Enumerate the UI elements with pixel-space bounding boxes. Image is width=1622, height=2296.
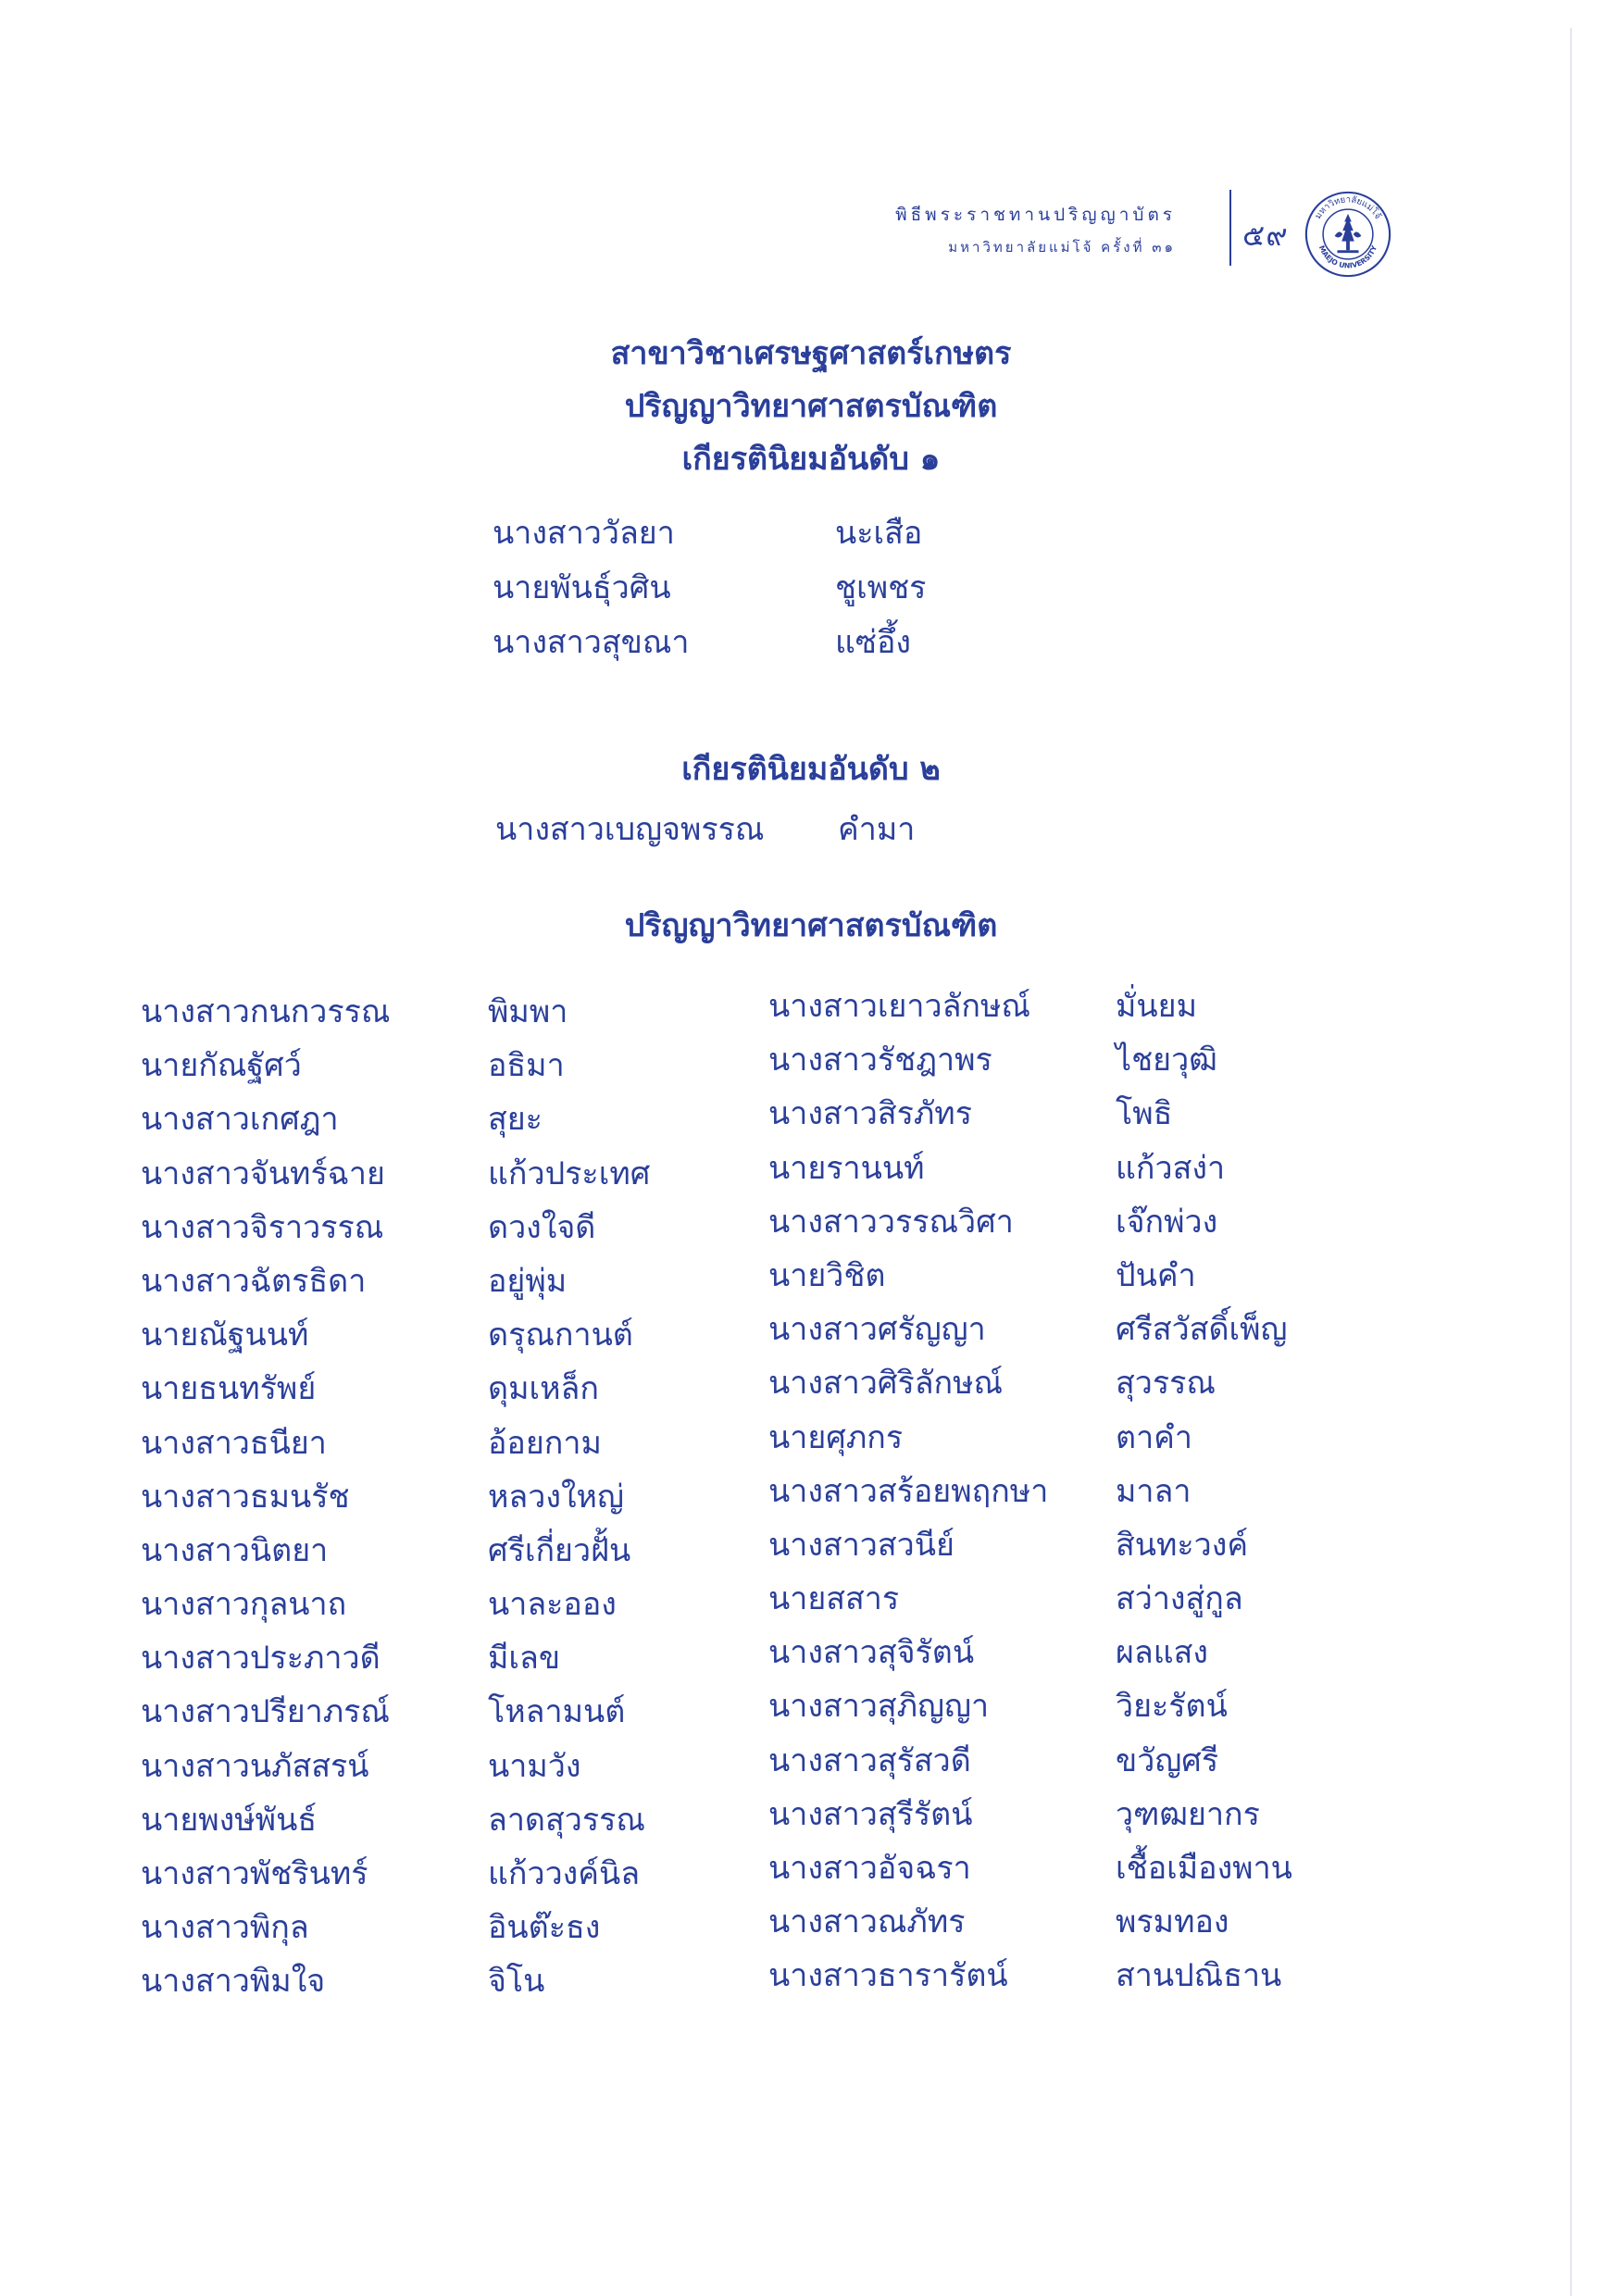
university-line: มหาวิทยาลัยแม่โจ้ ครั้งที่ ๓๑ — [948, 239, 1176, 256]
last-name: สว่างสู่กูล — [1116, 1580, 1243, 1618]
first-class-honors-heading: เกียรตินิยมอันดับ ๑ — [681, 441, 941, 478]
table-row — [768, 1195, 1292, 1249]
second-class-honors-heading: เกียรตินิยมอันดับ ๒ — [681, 751, 941, 788]
last-name: คำมา — [838, 811, 916, 848]
program-headings — [0, 328, 1622, 486]
table-row — [141, 1685, 650, 1739]
last-name: อธิมา — [488, 1047, 565, 1085]
table-row — [768, 1033, 1292, 1087]
page-header — [889, 190, 1407, 282]
table-row — [768, 1949, 1292, 2003]
last-name: พรมทอง — [1116, 1903, 1229, 1941]
last-name: ดรุณกานต์ — [488, 1316, 633, 1354]
last-name: ไชยวุฒิ — [1116, 1042, 1217, 1079]
table-row — [768, 980, 1292, 1033]
first-name: นางสาวเบญจพรรณ — [495, 811, 765, 848]
first-name: นางสาวฉัตรธิดา — [141, 1262, 367, 1300]
table-row — [768, 1303, 1292, 1356]
last-name: ศรีสวัสดิ์เพ็ญ — [1116, 1311, 1288, 1349]
table-row — [141, 1254, 650, 1308]
table-row — [141, 1631, 650, 1685]
last-name: ปันคำ — [1116, 1256, 1196, 1294]
first-name: นายพงษ์พันธ์ — [141, 1801, 318, 1839]
table-row — [768, 1841, 1292, 1895]
table-row — [141, 1470, 650, 1524]
first-name: นางสาวณภัทร — [768, 1903, 966, 1941]
first-name: นางสาวปรียาภรณ์ — [141, 1693, 390, 1731]
last-name: สินทะวงค์ — [1116, 1526, 1249, 1564]
last-name: วิยะรัตน์ — [1116, 1688, 1228, 1726]
table-row — [141, 1201, 650, 1254]
last-name: จิโน — [488, 1963, 545, 2001]
first-name: นางสาวสร้อยพฤกษา — [768, 1472, 1049, 1510]
seal-text-top: มหาวิทยาลัยแม่โจ้ — [1313, 194, 1383, 221]
first-name: นายสสาร — [768, 1580, 900, 1618]
first-name: นางสาวสิรภัทร — [768, 1095, 972, 1133]
second-class-list — [495, 803, 915, 857]
last-name: นาละออง — [488, 1586, 617, 1624]
table-row — [141, 1578, 650, 1631]
table-row — [141, 1092, 650, 1146]
last-name: แก้วประเทศ — [488, 1154, 651, 1192]
table-row — [768, 1249, 1292, 1303]
last-name: ผลแสง — [1116, 1634, 1209, 1672]
last-name: ลาดสุวรรณ — [488, 1801, 645, 1839]
first-name: นางสาวประภาวดี — [141, 1640, 381, 1678]
first-name: นางสาวสุรัสวดี — [768, 1741, 971, 1779]
last-name: แซ่อึ้ง — [835, 624, 912, 661]
last-name: ดุมเหล็ก — [488, 1370, 599, 1408]
table-row — [141, 1416, 650, 1470]
table-row — [141, 1308, 650, 1362]
last-name: วุฑฒยากร — [1116, 1795, 1260, 1833]
first-name: นางสาวจิราวรรณ — [141, 1208, 384, 1246]
first-name: นางสาววัลยา — [493, 515, 675, 552]
last-name: สุยะ — [488, 1101, 543, 1139]
last-name: เจ๊กพ่วง — [1116, 1203, 1218, 1241]
table-row — [141, 1847, 650, 1901]
first-name: นางสาวนิตยา — [141, 1531, 329, 1569]
first-name: นายธนทรัพย์ — [141, 1370, 317, 1408]
table-row — [768, 1626, 1292, 1679]
first-name: นางสาวกนกวรรณ — [141, 993, 391, 1030]
first-name: นายวิชิต — [768, 1256, 886, 1294]
first-name: นางสาวพัชรินทร์ — [141, 1855, 368, 1892]
list-item — [495, 803, 915, 857]
table-row — [768, 1087, 1292, 1141]
first-name: นางสาวกุลนาถ — [141, 1586, 347, 1624]
table-row — [141, 1793, 650, 1847]
first-class-list — [493, 506, 926, 670]
first-name: นางสาวศิริลักษณ์ — [768, 1365, 1004, 1403]
last-name: แก้ววงค์นิล — [488, 1855, 641, 1892]
last-name: เชื้อเมืองพาน — [1116, 1850, 1292, 1887]
first-name: นางสาวศรัญญา — [768, 1311, 986, 1349]
first-name: นางสาวเยาวลักษณ์ — [768, 988, 1030, 1025]
table-row — [141, 1147, 650, 1201]
seal-text-bottom: MAEJO UNIVERSITY — [1316, 243, 1379, 270]
table-row — [768, 1142, 1292, 1195]
table-row — [141, 985, 650, 1039]
last-name: สุวรรณ — [1116, 1365, 1216, 1403]
first-name: นางสาวจันทร์ฉาย — [141, 1154, 385, 1192]
first-name: นายณัฐนนท์ — [141, 1316, 309, 1354]
university-seal-icon — [1304, 190, 1392, 279]
last-name: โพธิ — [1116, 1095, 1173, 1133]
table-row — [768, 1411, 1292, 1465]
last-name: นามวัง — [488, 1747, 581, 1785]
table-row — [768, 1465, 1292, 1518]
first-name: นางสาวสุภิญญา — [768, 1688, 990, 1726]
table-row — [768, 1356, 1292, 1410]
last-name: ชูเพชร — [835, 569, 927, 606]
last-name: อยู่พุ่ม — [488, 1262, 568, 1300]
last-name: อินต๊ะธง — [488, 1909, 601, 1947]
first-name: นางสาวสวนีย์ — [768, 1526, 954, 1564]
first-name: นายศุภกร — [768, 1418, 904, 1456]
degree-heading: ปริญญาวิทยาศาสตรบัณฑิต — [624, 388, 998, 425]
first-name: นางสาวเกศฎา — [141, 1101, 339, 1139]
last-name: หลวงใหญ่ — [488, 1478, 624, 1516]
first-name: นายกัณฐัศว์ — [141, 1047, 302, 1085]
table-row — [768, 1895, 1292, 1949]
first-name: นางสาวธมนรัช — [141, 1478, 350, 1516]
header-text — [787, 201, 1176, 258]
last-name: ตาคำ — [1116, 1418, 1193, 1456]
first-name: นางสาวสุรีรัตน์ — [768, 1795, 973, 1833]
list-item — [493, 561, 926, 616]
ceremony-title: พิธีพระราชทานปริญญาบัตร — [895, 205, 1176, 225]
last-name: มั่นยม — [1116, 988, 1197, 1025]
graduates-right-column — [768, 980, 1292, 2003]
regular-degree-heading: ปริญญาวิทยาศาสตรบัณฑิต — [624, 907, 998, 944]
table-row — [768, 1572, 1292, 1626]
table-row — [141, 1740, 650, 1793]
first-name: นายพันธุ์วศิน — [493, 569, 671, 606]
last-name: ศรีเกี่ยวฝั้น — [488, 1531, 631, 1569]
table-row — [768, 1679, 1292, 1733]
first-name: นางสาวพิกุล — [141, 1909, 309, 1947]
first-name: นางสาวธารารัตน์ — [768, 1957, 1008, 1995]
last-name: โหลามนต์ — [488, 1693, 626, 1731]
list-item — [493, 616, 926, 670]
graduates-left-column — [141, 985, 650, 2009]
first-name: นางสาวสุจิรัตน์ — [768, 1634, 975, 1672]
list-item — [493, 506, 926, 561]
first-name: นางสาวพิมใจ — [141, 1963, 326, 2001]
first-name: นายรานนท์ — [768, 1149, 925, 1187]
last-name: พิมพา — [488, 993, 568, 1030]
first-name: นางสาวอัจฉรา — [768, 1850, 971, 1887]
header-divider — [1229, 190, 1231, 266]
table-row — [141, 1954, 650, 2008]
last-name: มาลา — [1116, 1472, 1192, 1510]
last-name: อ้อยกาม — [488, 1424, 602, 1462]
table-row — [768, 1788, 1292, 1841]
last-name: สานปณิธาน — [1116, 1957, 1282, 1995]
table-row — [768, 1734, 1292, 1788]
first-name: นางสาวนภัสสรน์ — [141, 1747, 369, 1785]
last-name: ขวัญศรี — [1116, 1741, 1219, 1779]
table-row — [141, 1901, 650, 1954]
last-name: ดวงใจดี — [488, 1208, 596, 1246]
table-row — [141, 1524, 650, 1578]
first-name: นางสาวสุขณา — [493, 624, 690, 661]
table-row — [141, 1362, 650, 1416]
last-name: นะเสือ — [835, 515, 923, 552]
table-row — [141, 1039, 650, 1092]
first-name: นางสาวธนียา — [141, 1424, 327, 1462]
page-number: ๕๙ — [1242, 218, 1289, 253]
last-name: แก้วสง่า — [1116, 1149, 1226, 1187]
table-row — [768, 1518, 1292, 1572]
major-heading: สาขาวิชาเศรษฐศาสตร์เกษตร — [610, 335, 1012, 372]
first-name: นางสาวรัชฎาพร — [768, 1042, 992, 1079]
last-name: มีเลข — [488, 1640, 561, 1678]
first-name: นางสาววรรณวิศา — [768, 1203, 1014, 1241]
